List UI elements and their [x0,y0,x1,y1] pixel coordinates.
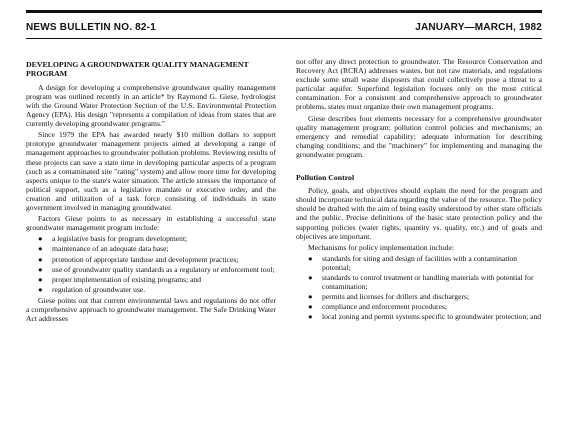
bullet-icon: ● [308,292,313,302]
list-item [26,275,276,284]
list-item [296,273,542,291]
list-item-text: regulation of groundwater use. [52,284,146,294]
bullet-icon: ● [308,253,313,263]
paragraph: Giese describes four elements necessary for a comprehensive groundwater quality management program: pollution control policies and mechanisms; an emergency and remedial capability; adequate information for describing changing conditions; and the "machinery" for implementing and managing the groundwater program. [296,113,542,159]
left-column [26,60,276,325]
list-item [26,265,276,274]
list-item [26,234,276,243]
list-item-text: local zoning and permit systems specific to groundwater protection; and [322,312,542,322]
list-item-text: use of groundwater quality standards as a regulatory or enforcement tool; [52,264,275,274]
bullet-icon: ● [38,254,43,264]
list-item [26,255,276,264]
top-rule [26,10,542,13]
bullet-icon: ● [38,234,43,244]
list-item-text: permits and licenses for drillers and dischargers; [322,292,470,302]
bulletin-header [26,22,542,36]
list-item-text: promotion of appropriate landuse and development practices; [52,254,239,264]
article-title: DEVELOPING A GROUNDWATER QUALITY MANAGEMENT PROGRAM [26,60,249,79]
list-item-text: maintenance of an adequate data base; [52,244,169,254]
bullet-icon: ● [38,274,43,284]
bulletin-date: JANUARY—MARCH, 1982 [415,22,542,33]
bullet-icon: ● [38,264,43,274]
list-item-text: standards for siting and design of facilities with a contamination potential; [322,253,518,272]
list-item-text: a legislative basis for program development; [52,234,188,244]
list-item [296,254,542,272]
paragraph: Policy, goals, and objectives should explain the need for the program and should incorporate technical data regarding the value of the resource. The policy should be drafted with the aim of being easily understood by other state officials and the public. Precise definitions of the basic state protection policy and the supporting policies (water rights, quantity vs. quality, etc.) and of goals and objectives are important. [296,186,542,241]
list-item [296,312,542,321]
paragraph: A design for developing a comprehensive groundwater quality management program was outlined recently in an article* by Raymond G. Giese, hydrologist with the Ground Water Protection Section of the U.S. Environmental Protection Agency (EPA). His design "represents a compilation of ideas from states that are currently developing groundwater programs." [26,82,276,129]
bullet-icon: ● [308,312,313,322]
bulletin-number: NEWS BULLETIN NO. 82-1 [26,22,156,33]
paragraph: Giese points out that current environmental laws and regulations do not offer a comprehensive approach to groundwater management. The Safe Drinking Water Act addresses [26,295,276,324]
list-item-text: compliance and enforcement procedures; [322,302,448,312]
bullet-icon: ● [38,244,43,254]
paragraph: Factors Giese points to as necessary in establishing a successful state groundwater management program include: [26,214,276,233]
paragraph: Since 1979 the EPA has awarded nearly $10 million dollars to support prototype groundwater management projects aimed at developing a range of management approaches to groundwater pollution problems. Reviewing results of these projects can save a state time in developing particular aspects of a program (such as a contaminated site "rating" system) and allow more time for developing aspects unique to the state's water situation. The article stresses the importance of political support, such as a legislative mandate or executive order, and the creation and utilization of a task force consisting of individuals in state government involved in managing groundwater. [26,130,276,213]
list-item [296,302,542,311]
bullet-icon: ● [308,302,313,312]
factors-list [26,234,276,294]
list-item-text: standards to control treatment or handling materials with potential for contamination; [322,272,534,292]
list-item [26,285,276,294]
paragraph: not offer any direct protection to groundwater. The Resource Conservation and Recovery Act (RCRA) addresses wastes, but not raw materials, and regulations exclude some small waste disposers that could collectively pose a threat to a particular aquifer. Superfund legislation focuses only on the most critical contamination. For a consistent and comprehensive approach to groundwater problems, states must organize their own management programs. [296,57,542,112]
mechanisms-list [296,254,542,322]
bullet-icon: ● [308,272,313,282]
list-item [296,292,542,301]
bullet-icon: ● [38,284,43,294]
section-heading: Pollution Control [296,173,355,183]
right-column [296,57,542,323]
list-item-text: proper implementation of existing programs; and [52,274,202,284]
paragraph: Mechanisms for policy implementation include: [308,242,454,252]
header-rule [26,38,542,39]
list-item [26,244,276,253]
